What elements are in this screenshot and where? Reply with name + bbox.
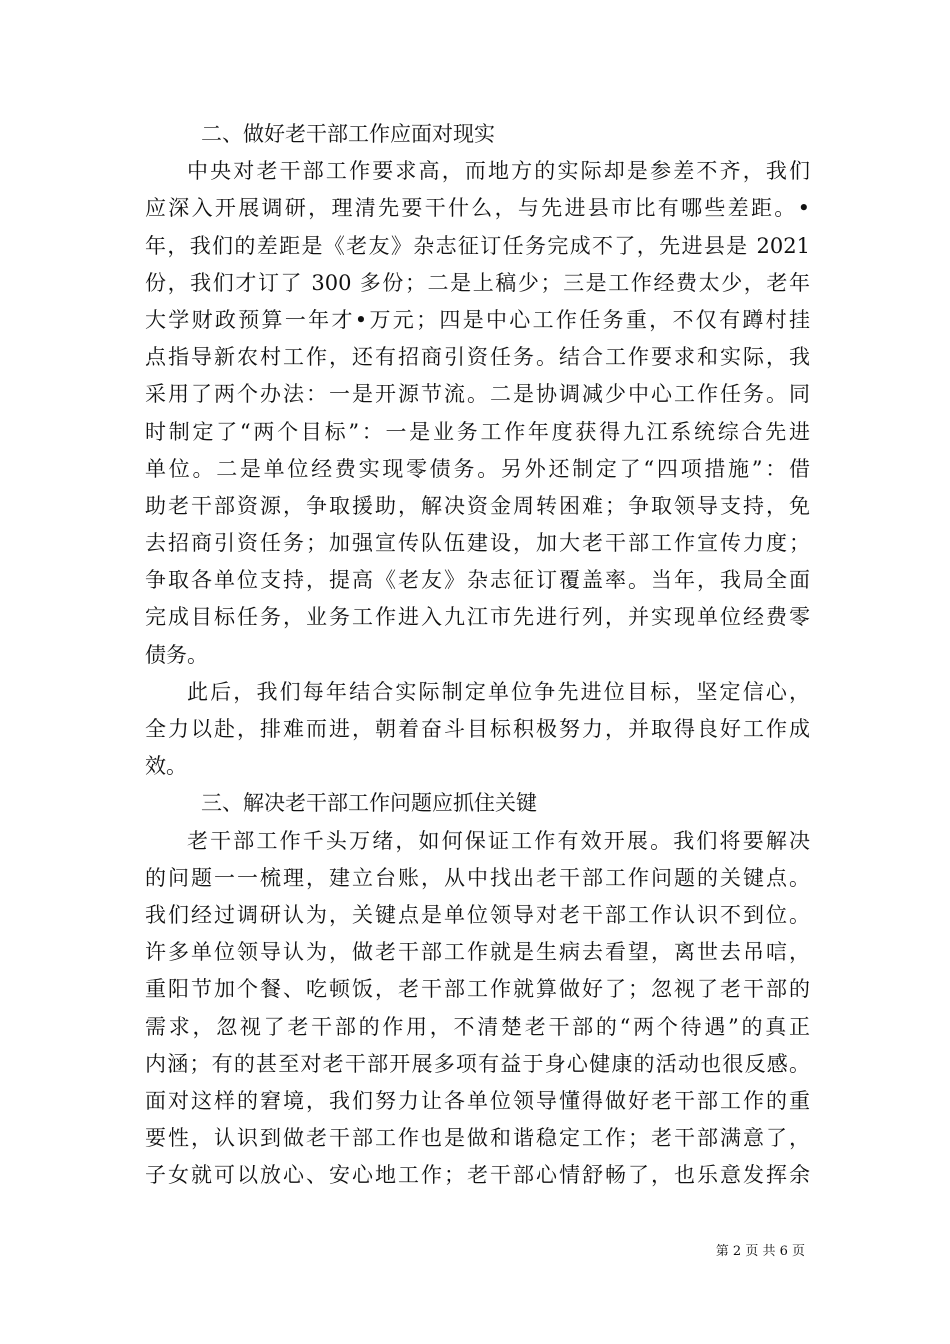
paragraph-line: 面对这样的窘境，我们努力让各单位领导懂得做好老干部工作的重 — [145, 1088, 810, 1113]
paragraph-line: 需求，忽视了老干部的作用，不清楚老干部的“两个待遇”的真正 — [145, 1014, 810, 1039]
paragraph-line: 此后，我们每年结合实际制定单位争先进位目标，坚定信心， — [187, 679, 810, 704]
paragraph-line: 全力以赴，排难而进，朝着奋斗目标积极努力，并取得良好工作成 — [145, 717, 810, 741]
paragraph-line: 份，我们才订了 300 多份；二是上稿少；三是工作经费太少，老年 — [145, 270, 810, 295]
paragraph-line: 助老干部资源，争取援助，解决资金周转困难；争取领导支持，免 — [145, 493, 810, 518]
paragraph-line: 要性，认识到做老干部工作也是做和谐稳定工作；老干部满意了， — [145, 1126, 810, 1151]
section-heading: 二、做好老干部工作应面对现实 — [201, 122, 495, 146]
paragraph-line: 应深入开展调研，理清先要干什么，与先进县市比有哪些差距。• — [145, 196, 810, 221]
paragraph-line: 完成目标任务，业务工作进入九江市先进行列，并实现单位经费零 — [145, 605, 810, 630]
paragraph-line: 债务。 — [145, 642, 208, 667]
paragraph-line: 单位。二是单位经费实现零债务。另外还制定了“四项措施”：借 — [145, 456, 810, 481]
paragraph-line: 年，我们的差距是《老友》杂志征订任务完成不了，先进县是 2021 — [145, 233, 810, 258]
paragraph-line: 老干部工作千头万绪，如何保证工作有效开展。我们将要解决 — [187, 828, 810, 853]
paragraph-line: 点指导新农村工作，还有招商引资任务。结合工作要求和实际，我 — [145, 345, 810, 370]
paragraph-line: 效。 — [145, 754, 187, 779]
paragraph-line: 重阳节加个餐、吃顿饭，老干部工作就算做好了；忽视了老干部的 — [145, 977, 810, 1002]
page-number: 第 2 页 共 6 页 — [715, 1244, 805, 1259]
paragraph-line: 中央对老干部工作要求高，而地方的实际却是参差不齐，我们 — [187, 159, 810, 184]
document-body — [145, 116, 810, 1194]
paragraph-line: 子女就可以放心、安心地工作；老干部心情舒畅了，也乐意发挥余 — [145, 1163, 810, 1188]
paragraph-line: 大学财政预算一年才•万元；四是中心工作任务重，不仅有蹲村挂 — [145, 307, 810, 332]
paragraph-line: 时制定了“两个目标”：一是业务工作年度获得九江系统综合先进 — [145, 419, 810, 444]
section-heading: 三、解决老干部工作问题应抓住关键 — [201, 791, 537, 816]
paragraph-line: 的问题一一梳理，建立台账，从中找出老干部工作问题的关键点。 — [145, 865, 810, 890]
paragraph-line: 争取各单位支持，提高《老友》杂志征订覆盖率。当年，我局全面 — [145, 568, 810, 593]
paragraph-line: 许多单位领导认为，做老干部工作就是生病去看望，离世去吊唁， — [145, 940, 810, 965]
paragraph-line: 采用了两个办法：一是开源节流。二是协调减少中心工作任务。同 — [145, 382, 810, 407]
paragraph-line: 我们经过调研认为，关键点是单位领导对老干部工作认识不到位。 — [145, 902, 810, 927]
paragraph-line: 去招商引资任务；加强宣传队伍建设，加大老干部工作宣传力度； — [145, 531, 810, 556]
paragraph-line: 内涵；有的甚至对老干部开展多项有益于身心健康的活动也很反感。 — [145, 1051, 810, 1076]
